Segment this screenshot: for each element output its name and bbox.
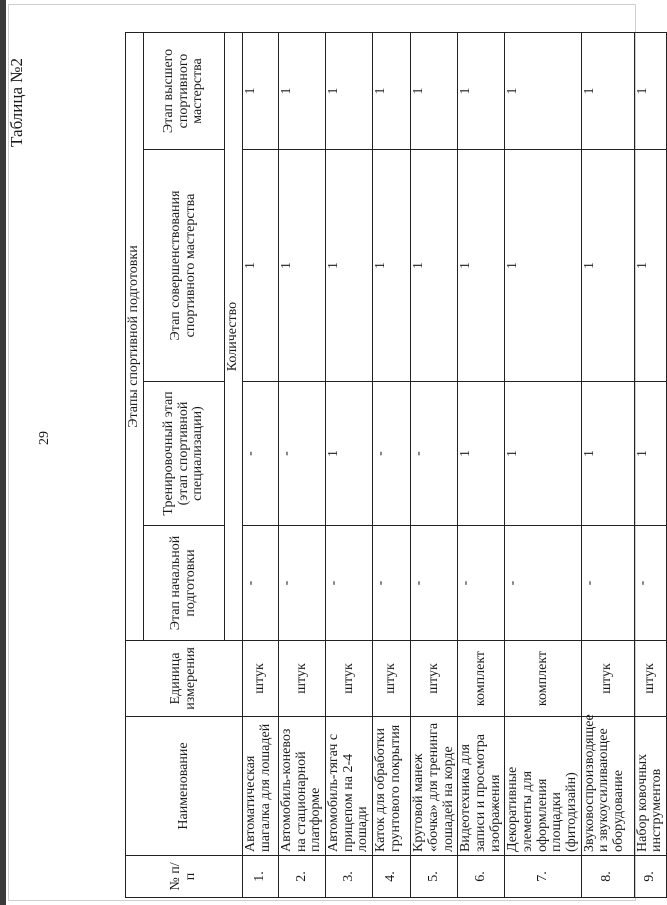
qty-stage-3: 1 [634, 150, 666, 382]
row-unit: комплект [505, 641, 581, 717]
qty-stage-3: 1 [458, 150, 505, 382]
table-row [279, 33, 326, 898]
row-name: Набор ковочных инструментов [634, 717, 666, 856]
header-unit: Единица измерения [126, 641, 243, 717]
qty-stage-4: 1 [243, 33, 279, 150]
qty-stage-4: 1 [279, 33, 326, 150]
table-body [243, 33, 667, 898]
header-stages-group: Этапы спортивной подготовки [126, 33, 144, 641]
qty-stage-2: - [243, 382, 279, 526]
row-unit: комплект [458, 641, 505, 717]
row-unit: штук [373, 641, 411, 717]
row-name: Видеотехника для записи и просмотра изображения [458, 717, 505, 856]
header-stage-4: Этап высшего спортивного мастерства [144, 33, 224, 150]
page-number: 29 [37, 431, 52, 445]
qty-stage-2: 1 [505, 382, 581, 526]
header-stage-2: Тренировочный этап (этап спортивной специализации) [144, 382, 224, 526]
qty-stage-3: 1 [326, 150, 373, 382]
qty-stage-4: 1 [326, 33, 373, 150]
qty-stage-1: - [458, 526, 505, 641]
table-row [458, 33, 505, 898]
header-num: № п/п [126, 856, 243, 898]
table-row [373, 33, 411, 898]
row-number: 5. [411, 856, 458, 898]
qty-stage-2: 1 [581, 382, 634, 526]
row-name: Автомобиль-коневоз на стационарной платформе [279, 717, 326, 856]
table-row [634, 33, 666, 898]
qty-stage-3: 1 [243, 150, 279, 382]
table-caption: Таблица №2 [7, 58, 26, 147]
header-row-1 [126, 33, 144, 898]
table-row [505, 33, 581, 898]
row-number: 9. [634, 856, 666, 898]
table-row [411, 33, 458, 898]
row-unit: штук [581, 641, 634, 717]
qty-stage-4: 1 [634, 33, 666, 150]
row-unit: штук [411, 641, 458, 717]
qty-stage-2: 1 [326, 382, 373, 526]
row-number: 2. [279, 856, 326, 898]
qty-stage-1: - [373, 526, 411, 641]
qty-stage-2: 1 [458, 382, 505, 526]
row-number: 1. [243, 856, 279, 898]
qty-stage-3: 1 [505, 150, 581, 382]
row-unit: штук [326, 641, 373, 717]
qty-stage-3: 1 [373, 150, 411, 382]
row-number: 4. [373, 856, 411, 898]
row-name: Автоматическая шагалка для лошадей [243, 717, 279, 856]
qty-stage-4: 1 [458, 33, 505, 150]
row-number: 6. [458, 856, 505, 898]
row-number: 3. [326, 856, 373, 898]
qty-stage-4: 1 [505, 33, 581, 150]
qty-stage-4: 1 [411, 33, 458, 150]
qty-stage-2: - [411, 382, 458, 526]
row-name: Автомобиль-тягач с прицепом на 2-4 лошади [326, 717, 373, 856]
qty-stage-1: - [279, 526, 326, 641]
qty-stage-3: 1 [581, 150, 634, 382]
qty-stage-3: 1 [279, 150, 326, 382]
qty-stage-2: - [373, 382, 411, 526]
row-unit: штук [634, 641, 666, 717]
header-quantity: Количество [224, 33, 242, 641]
qty-stage-2: 1 [634, 382, 666, 526]
row-name: Круговой манеж «бочка» для тренинга лошадей на корде [411, 717, 458, 856]
table-row [581, 33, 634, 898]
row-unit: штук [279, 641, 326, 717]
rotated-page-content [5, 25, 665, 905]
qty-stage-1: - [505, 526, 581, 641]
row-unit: штук [243, 641, 279, 717]
table-row [243, 33, 279, 898]
row-number: 7. [505, 856, 581, 898]
equipment-table [125, 32, 667, 898]
row-number: 8. [581, 856, 634, 898]
table-row [326, 33, 373, 898]
row-name: Декоративные элементы для оформления площадки (фитодизайн) [505, 717, 581, 856]
qty-stage-4: 1 [373, 33, 411, 150]
qty-stage-4: 1 [581, 33, 634, 150]
qty-stage-1: - [634, 526, 666, 641]
qty-stage-2: - [279, 382, 326, 526]
qty-stage-1: - [411, 526, 458, 641]
header-stage-1: Этап начальной подготовки [144, 526, 224, 641]
qty-stage-3: 1 [411, 150, 458, 382]
qty-stage-1: - [581, 526, 634, 641]
qty-stage-1: - [326, 526, 373, 641]
row-name: Звуковоспроизводящее и звукоусиливающее оборудование [581, 717, 634, 856]
row-name: Каток для обработки грунтового покрытия [373, 717, 411, 856]
header-stage-3: Этап совершенствования спортивного мастерства [144, 150, 224, 382]
header-name: Наименование [126, 717, 243, 856]
qty-stage-1: - [243, 526, 279, 641]
